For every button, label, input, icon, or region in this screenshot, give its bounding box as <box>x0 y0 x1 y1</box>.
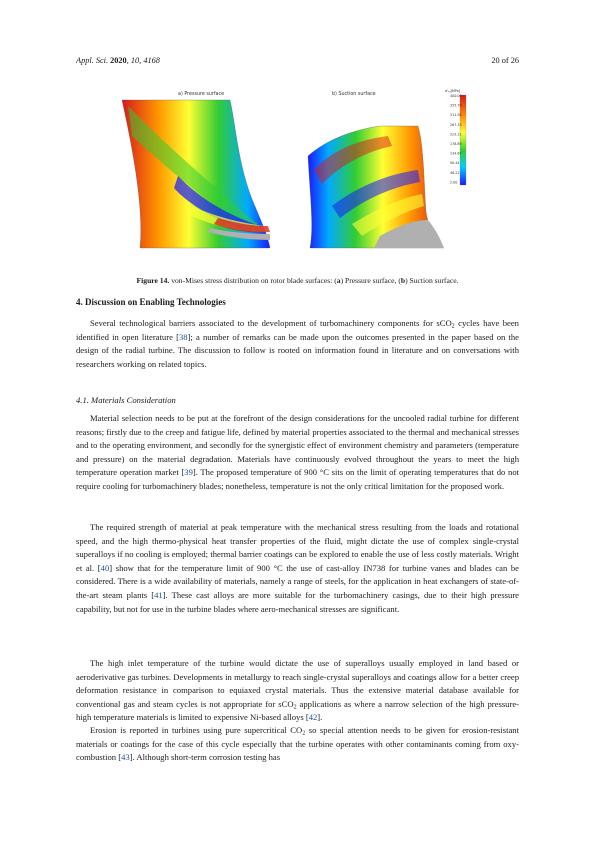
reference-link[interactable]: 42 <box>308 712 318 723</box>
colorbar-ticks <box>450 94 462 184</box>
colorbar-title: σ'ₑᵩ[MPa] <box>445 89 461 93</box>
colorbar-tick-label: 90.44 <box>450 161 460 166</box>
p3-text-3: ]. These cast alloys are more suitable for the turbomachinery casings, due to their high pressure capability, but not for use in the turbine blades where aero-mechanical stresses are significant. <box>76 589 519 614</box>
caption-label: Figure 14. <box>136 276 170 285</box>
figure-caption <box>76 276 519 286</box>
figure-14 <box>118 86 474 258</box>
caption-b: b <box>400 276 406 285</box>
journal-citation: Appl. Sci. 2020, 10, 4168 <box>76 56 160 65</box>
p3-text-1: The required strength of material at peak temperature with the mechanical stress resulting from the loads and rotational speed, and the high thermo-physical heat transfer properties of the fluid, might dictate the use of complex single-crystal superalloys if no cooling is employed; thermal barrier coatings can be explored to enable the use of less costly materials. Wright et al. [ <box>76 522 519 573</box>
reference-link[interactable]: 38 <box>178 331 188 342</box>
colorbar-tick-label: 311.56 <box>450 113 462 118</box>
subsection-title: 4.1. Materials Consideration <box>76 395 176 405</box>
label-suction-surface: b) Suction surface <box>332 92 376 97</box>
colorbar-tick-label: 223.11 <box>450 132 462 137</box>
caption-text: von-Mises stress distribution on rotor blade surfaces: ( <box>169 276 337 285</box>
reference-link[interactable]: 39 <box>184 467 193 478</box>
p3-text-2: ] show that for the temperature limit of 900 °C the use of cast-alloy IN738 for turbine vanes and blades can be considered. There is a wide availability of materials, namely a range of steels, for the application in heat exchangers of state-of-the-art steam plants [ <box>76 562 519 600</box>
colorbar-tick-label: 178.89 <box>450 142 462 146</box>
paragraph-3 <box>76 521 519 616</box>
p5-text-2: so special attention needs to be given for erosion-resistant materials or coatings for the case of this cycle especially that the turbine operates with other contaminants coming from oxy-combustion [ <box>76 725 519 763</box>
colorbar-tick-label: 267.33 <box>450 122 462 127</box>
p5-subscript: 2 <box>302 730 306 737</box>
paragraph-1 <box>76 317 519 371</box>
p1-text-1: Several technological barriers associated to the development of turbomachinery components for sCO <box>90 318 452 328</box>
reference-link[interactable]: 43 <box>121 752 130 763</box>
section-title: 4. Discussion on Enabling Technologies <box>76 297 226 307</box>
p5-text-1: Erosion is reported in turbines using pure supercritical CO <box>90 725 303 735</box>
caption-text-3: ) Suction surface. <box>405 276 459 285</box>
colorbar-tick-label: 134.67 <box>450 151 462 156</box>
p1-subscript: 2 <box>451 323 455 330</box>
colorbar-tick-label: 46.22 <box>450 170 460 175</box>
colorbar-tick-label: 400.00 <box>450 94 462 98</box>
colorbar <box>460 95 466 185</box>
p4-text-1: The high inlet temperature of the turbine would dictate the use of superalloys usually employed in land based or aeroderivative gas turbines. Developments in metallurgy to reach single-crystal superalloys and coatings allow for a better creep deformation resistance in comparison to equiaxed crystal materials. Thus the extensive material database available for conventional gas and steam cycles is not appropriate for sCO <box>76 658 519 709</box>
p5-text-3: ]. Although short-term corrosion testing has <box>129 752 281 763</box>
caption-a: a <box>336 276 341 285</box>
reference-link[interactable]: 41 <box>154 589 163 600</box>
p2-text-1: Material selection needs to be put at the forefront of the design considerations for the uncooled radial turbine for different reasons; firstly due to the creep and fatigue life, defined by material properties associated to the thermal and mechanical stresses and to the operating environment, and secondly for the synergistic effect of environment chemistry and parameters (temperature and pressure) on the material degradation. Materials have continuously evolved throughout the years to meet the high temperature operation market [ <box>76 413 519 478</box>
p2-text-2: ]. The proposed temperature of 900 °C sits on the limit of operating temperatures that do not require cooling for turbomachinery blades; nonetheless, temperature is not the only critical limitation for the proposed work. <box>76 467 520 491</box>
label-pressure-surface: a) Pressure surface <box>178 92 225 97</box>
colorbar-tick-label: 355.78 <box>450 103 462 108</box>
caption-text-2: ) Pressure surface, ( <box>340 276 401 285</box>
journal-year: 2020 <box>110 56 127 65</box>
p4-text-2: applications as where a narrow selection of the high pressure- high temperature materials is limited to expensive Ni-based alloys [ <box>76 698 520 723</box>
p1-text-2: cycles have been identified in open literature [ <box>76 318 519 342</box>
stress-contour-figure <box>118 86 474 258</box>
journal-volume: 10 <box>130 56 140 65</box>
p4-subscript: 2 <box>293 704 297 711</box>
paragraph-2 <box>76 412 519 494</box>
article-number: 4168 <box>143 56 160 65</box>
p4-text-3: ]. <box>317 712 323 723</box>
reference-link[interactable]: 40 <box>100 562 110 573</box>
p1-text-3: ]; a number of remarks can be made upon the outcomes presented in the paper based on the design of the radial turbine. The discussion to follow is rooted on information found in literature and on conversations with researchers working on related topics. <box>76 331 519 369</box>
colorbar-tick-label: 2.00 <box>450 180 458 185</box>
journal-name: Appl. Sci. <box>76 56 109 65</box>
page-number: 20 of 26 <box>491 56 519 65</box>
paragraph-4 <box>76 657 519 725</box>
paragraph-5 <box>76 724 519 765</box>
page-header <box>76 56 519 68</box>
